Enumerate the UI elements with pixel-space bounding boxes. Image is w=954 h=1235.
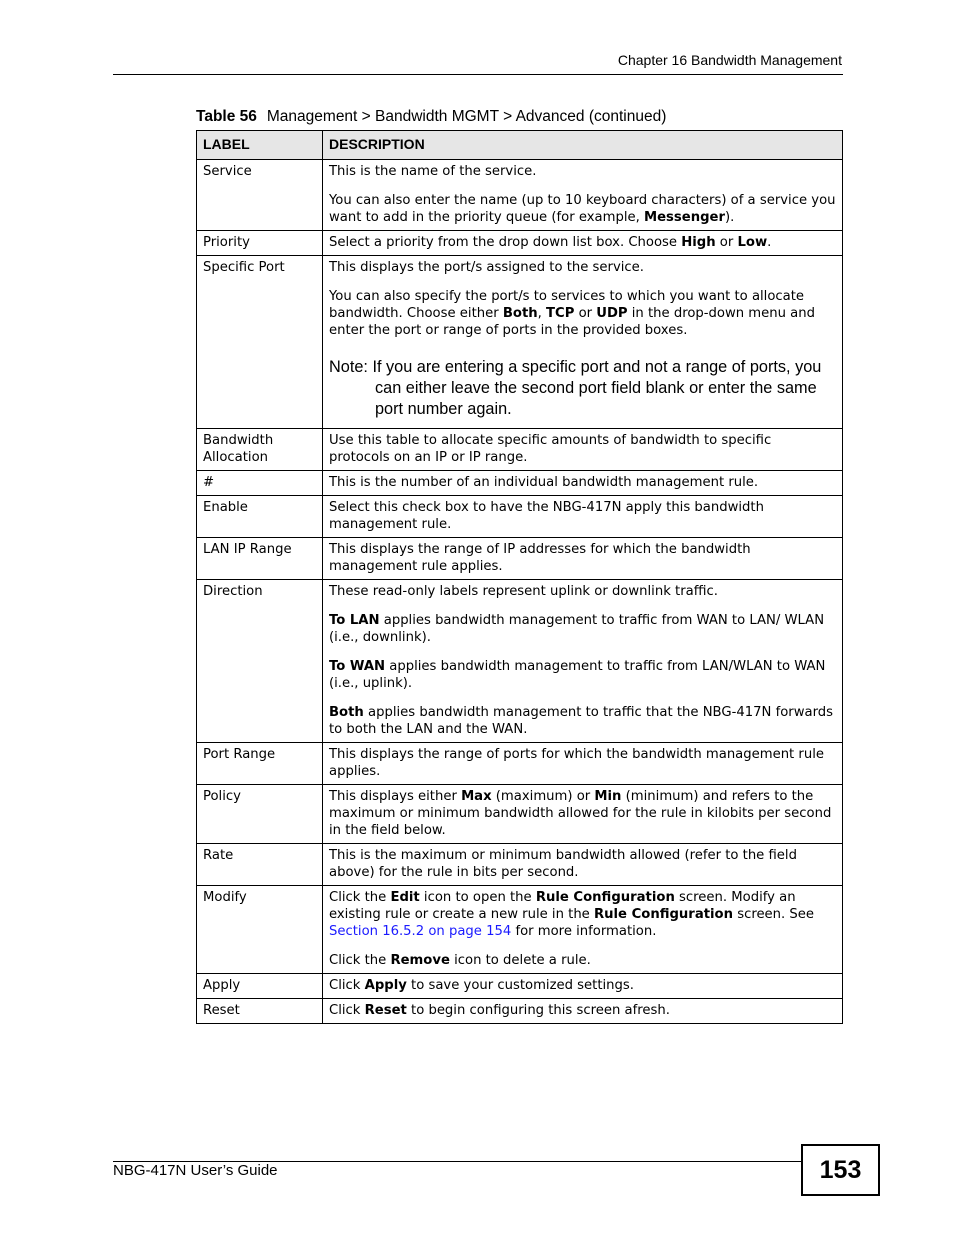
row-description: This displays the range of ports for which the bandwidth management rule applies.: [323, 743, 843, 785]
table-row-number: [197, 471, 843, 496]
row-label: Bandwidth Allocation: [197, 429, 323, 471]
chapter-header: Chapter 16 Bandwidth Management: [617, 52, 842, 68]
row-description: This is the maximum or minimum bandwidth allowed (refer to the field above) for the rule in bits per second.: [323, 844, 843, 886]
row-label: Reset: [197, 999, 323, 1024]
table-row-rate: [197, 844, 843, 886]
table-row-reset: [197, 999, 843, 1024]
table-row-enable: [197, 496, 843, 538]
row-description: Click Apply to save your customized settings.: [323, 974, 843, 999]
description-paragraph: These read-only labels represent uplink or downlink traffic.: [329, 584, 718, 599]
note-paragraph: Note: If you are entering a specific port and not a range of ports, you can either leave the second port field blank or enter the same port number again.: [329, 358, 822, 418]
row-description: Click Reset to begin configuring this screen afresh.: [323, 999, 843, 1024]
row-description: This displays the range of IP addresses for which the bandwidth management rule applies.: [323, 538, 843, 580]
row-label: LAN IP Range: [197, 538, 323, 580]
description-paragraph: To LAN applies bandwidth management to traffic from WAN to LAN/ WLAN (i.e., downlink).: [329, 613, 825, 645]
description-paragraph: You can also enter the name (up to 10 keyboard characters) of a service you want to add in the priority queue (for example, Messenger).: [329, 193, 836, 225]
row-description: [323, 256, 843, 429]
description-paragraph: Both applies bandwidth management to traffic that the NBG-417N forwards to both the LAN and the WAN.: [329, 705, 834, 737]
table-caption: [196, 108, 666, 126]
table-row-specific-port: [197, 256, 843, 429]
row-label: Rate: [197, 844, 323, 886]
row-label: Apply: [197, 974, 323, 999]
description-paragraph: To WAN applies bandwidth management to traffic from LAN/WLAN to WAN (i.e., uplink).: [329, 659, 826, 691]
row-label: Enable: [197, 496, 323, 538]
row-description: [323, 160, 843, 231]
column-header-description: DESCRIPTION: [323, 131, 843, 160]
table-row-policy: [197, 785, 843, 844]
header-divider: [113, 74, 843, 75]
table-row-service: [197, 160, 843, 231]
table-row-bandwidth-allocation: [197, 429, 843, 471]
table-row-modify: [197, 886, 843, 974]
table-row-apply: [197, 974, 843, 999]
row-description: Select a priority from the drop down list box. Choose High or Low.: [323, 231, 843, 256]
guide-title: NBG-417N User’s Guide: [113, 1162, 278, 1179]
row-label: Policy: [197, 785, 323, 844]
field-description-table: [196, 130, 843, 1024]
table-title: Management > Bandwidth MGMT > Advanced (continued): [266, 108, 667, 125]
row-label: Service: [197, 160, 323, 231]
table-row-port-range: [197, 743, 843, 785]
row-description: This is the number of an individual bandwidth management rule.: [323, 471, 843, 496]
section-link[interactable]: Section 16.5.2 on page 154: [329, 924, 512, 939]
row-label: Specific Port: [197, 256, 323, 429]
row-label: Modify: [197, 886, 323, 974]
row-label: Port Range: [197, 743, 323, 785]
table-header-row: [197, 131, 843, 160]
table-number: Table 56: [196, 108, 257, 125]
description-paragraph: This is the name of the service.: [329, 164, 537, 179]
row-description: This displays either Max (maximum) or Min (minimum) and refers to the maximum or minimum bandwidth allowed for the rule in kilobits per second in the field below.: [323, 785, 843, 844]
table-row-lan-ip-range: [197, 538, 843, 580]
page-number: 153: [801, 1144, 880, 1196]
column-header-label: LABEL: [197, 131, 323, 160]
description-paragraph: You can also specify the port/s to services to which you want to allocate bandwidth. Choose either Both, TCP or UDP in the drop-down menu and enter the port or range of ports in the provided boxes.: [329, 289, 815, 338]
table-row-priority: [197, 231, 843, 256]
row-description: [323, 886, 843, 974]
row-description: Use this table to allocate specific amounts of bandwidth to specific protocols on an IP or IP range.: [323, 429, 843, 471]
description-paragraph: Click the Edit icon to open the Rule Configuration screen. Modify an existing rule or create a new rule in the Rule Configuration screen. See Section 16.5.2 on page 154 for more information.: [329, 890, 815, 939]
row-label: #: [197, 471, 323, 496]
table-row-direction: [197, 580, 843, 743]
row-label: Priority: [197, 231, 323, 256]
row-description: [323, 580, 843, 743]
description-paragraph: Click the Remove icon to delete a rule.: [329, 953, 591, 968]
row-label: Direction: [197, 580, 323, 743]
description-paragraph: This displays the port/s assigned to the service.: [329, 260, 644, 275]
row-description: Select this check box to have the NBG-417N apply this bandwidth management rule.: [323, 496, 843, 538]
